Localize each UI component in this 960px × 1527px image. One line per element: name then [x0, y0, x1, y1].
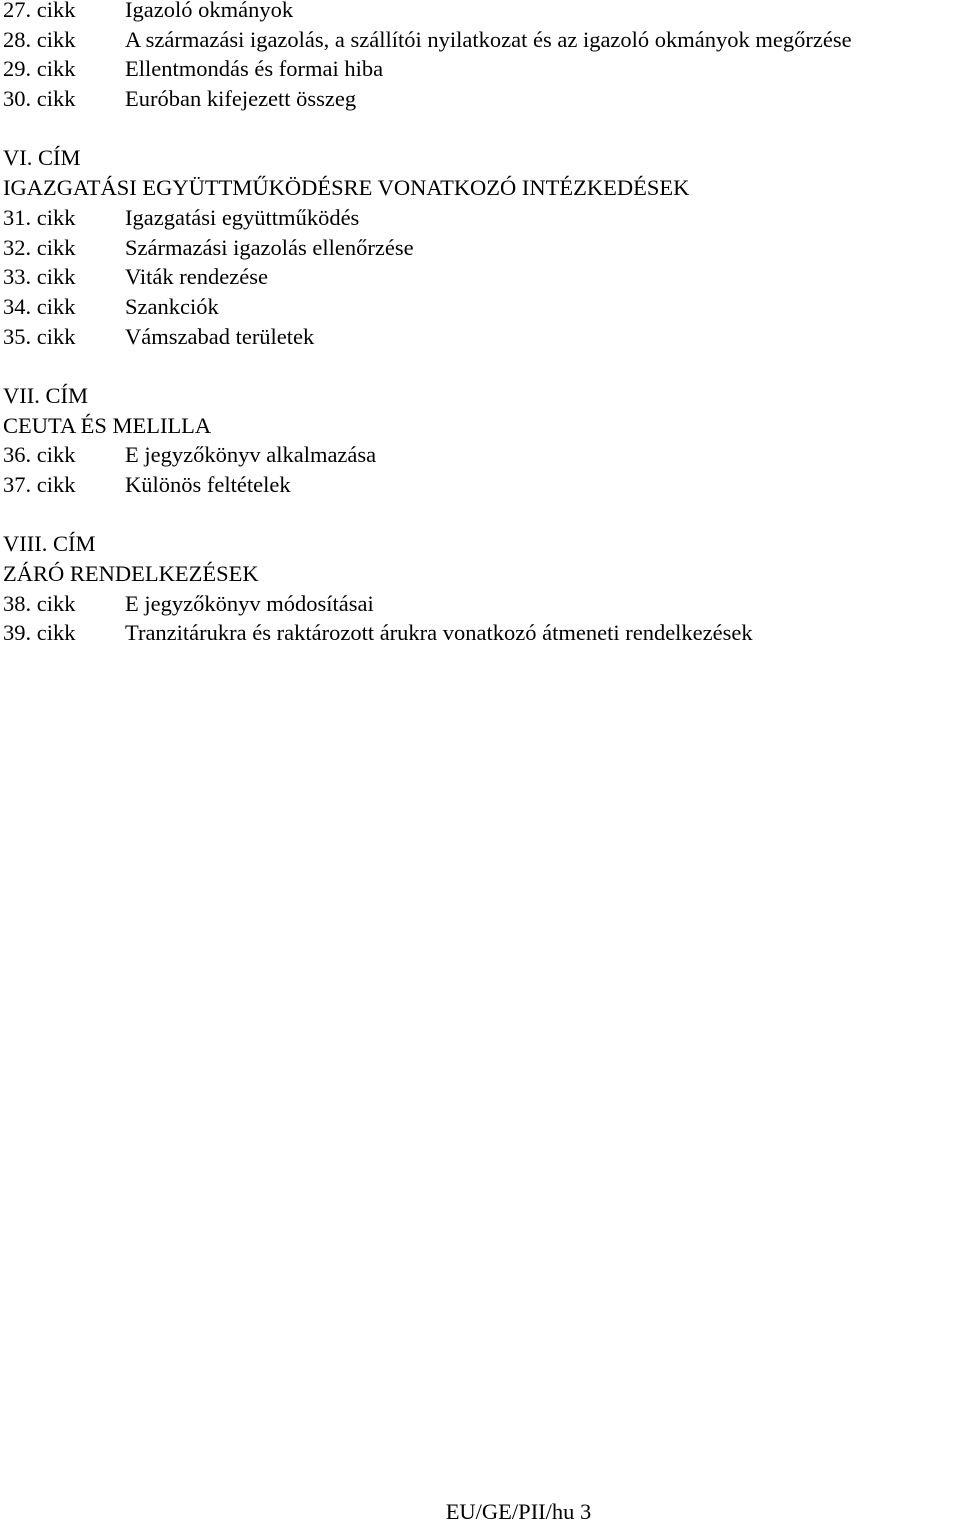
article-number: 35. cikk: [3, 323, 76, 349]
toc-entry: [3, 84, 958, 114]
article-title: Tranzitárukra és raktározott árukra vonatkozó átmeneti rendelkezések: [125, 620, 753, 646]
toc-entry: [3, 262, 958, 292]
page-footer: EU/GE/PII/hu 3: [445, 1499, 592, 1524]
spacer: [3, 114, 958, 144]
toc-entry: [3, 203, 958, 233]
article-number: 37. cikk: [3, 472, 76, 497]
section-heading: VII. CÍM: [3, 382, 88, 408]
article-number: 32. cikk: [3, 234, 76, 260]
article-title: A származási igazolás, a szállítói nyilatkozat és az igazoló okmányok megőrzése: [125, 26, 852, 52]
article-number: 34. cikk: [3, 293, 76, 319]
section-title: ZÁRÓ RENDELKEZÉSEK: [3, 561, 259, 587]
article-number: 28. cikk: [3, 26, 76, 52]
article-number: 33. cikk: [3, 264, 76, 290]
article-title: Igazoló okmányok: [125, 0, 294, 22]
article-title: Vámszabad területek: [125, 323, 315, 349]
toc-entry: [3, 54, 958, 84]
toc-entry: [3, 618, 958, 648]
toc-entry: [3, 322, 958, 352]
article-title: E jegyzőkönyv alkalmazása: [125, 442, 377, 468]
article-title: Származási igazolás ellenőrzése: [125, 234, 414, 260]
spacer: [3, 351, 958, 381]
section-heading: VIII. CÍM: [3, 531, 96, 557]
article-title: Különös feltételek: [125, 472, 291, 497]
toc-entry: [3, 589, 958, 619]
article-title: E jegyzőkönyv módosításai: [125, 590, 374, 616]
section-heading: VI. CÍM: [3, 145, 81, 171]
article-number: 39. cikk: [3, 620, 76, 646]
article-title: Viták rendezése: [125, 264, 268, 290]
article-number: 38. cikk: [3, 590, 76, 616]
article-number: 31. cikk: [3, 204, 76, 230]
toc-entry: [3, 0, 958, 25]
section-title: CEUTA ÉS MELILLA: [3, 412, 212, 438]
article-title: Euróban kifejezett összeg: [125, 86, 357, 112]
spacer: [3, 500, 958, 530]
toc-entry: [3, 470, 958, 500]
article-number: 27. cikk: [3, 0, 76, 22]
article-title: Ellentmondás és formai hiba: [125, 56, 384, 82]
toc-entry: [3, 233, 958, 263]
table-of-contents: [3, 0, 958, 648]
article-number: 29. cikk: [3, 56, 76, 82]
article-number: 30. cikk: [3, 86, 76, 112]
section-title: IGAZGATÁSI EGYÜTTMŰKÖDÉSRE VONATKOZÓ INTÉZKEDÉSEK: [3, 175, 690, 201]
article-title: Igazgatási együttműködés: [125, 204, 360, 230]
toc-entry: [3, 440, 958, 470]
toc-entry: [3, 292, 958, 322]
toc-entry: [3, 25, 958, 55]
article-number: 36. cikk: [3, 442, 76, 468]
article-title: Szankciók: [125, 293, 219, 319]
